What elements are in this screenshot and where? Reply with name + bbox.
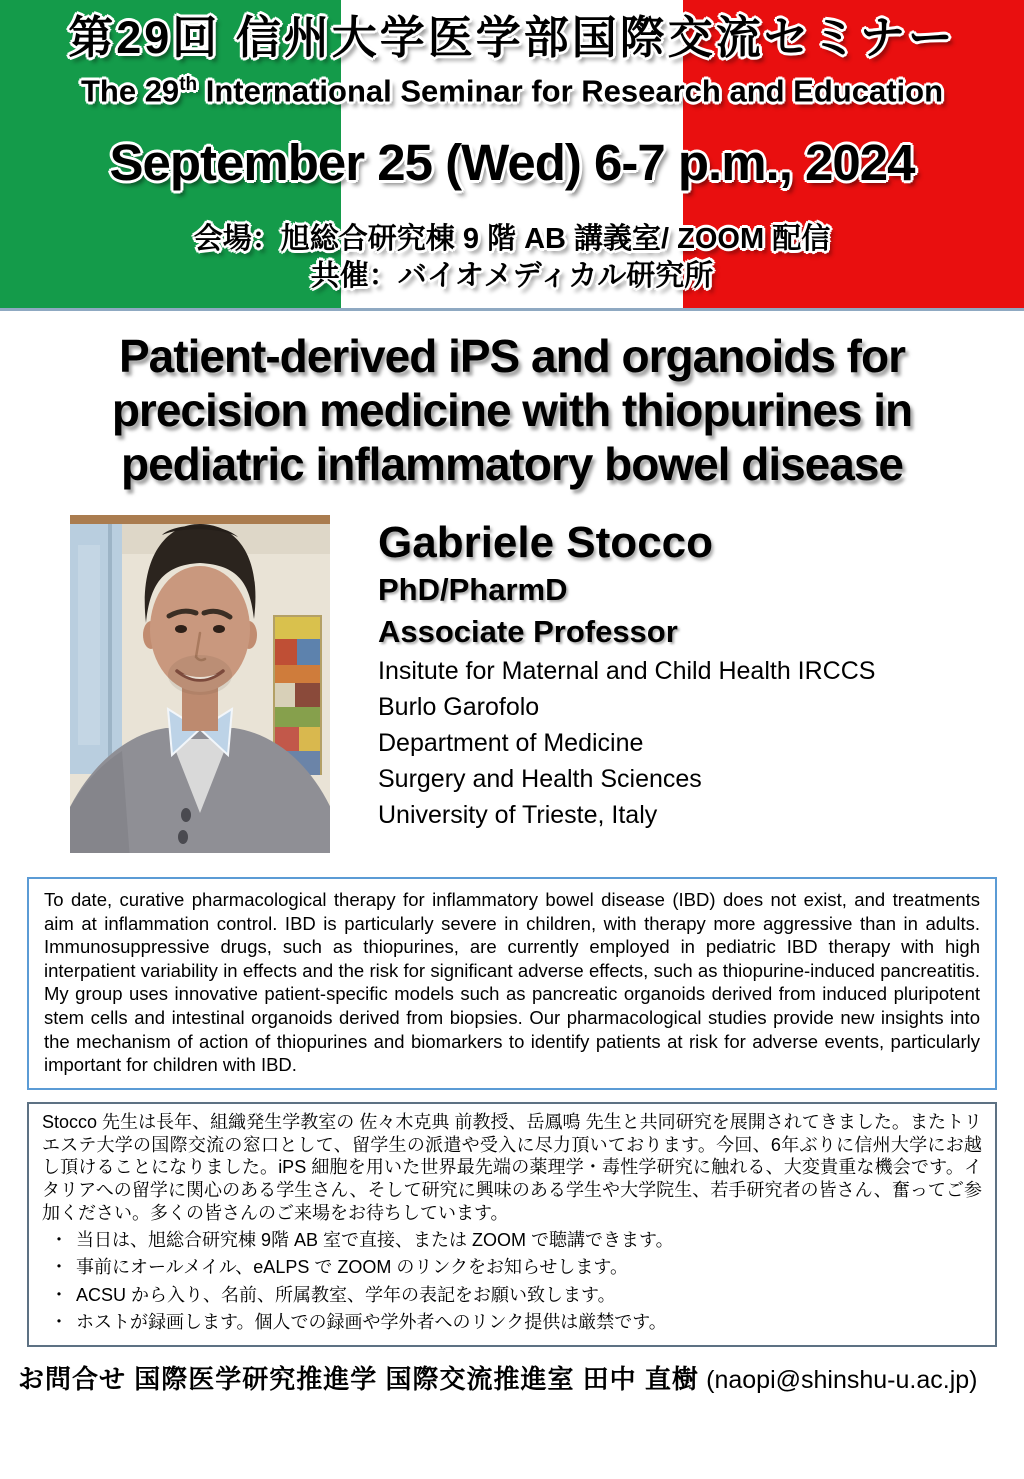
speaker-affiliation-line: Insitute for Maternal and Child Health IRCCS <box>378 657 876 685</box>
contact-office: お問合せ 国際医学研究推進学 国際交流推進室 田中 直樹 <box>18 1363 699 1394</box>
speaker-affiliation-line: Surgery and Health Sciences <box>378 765 702 793</box>
speaker-affiliation-line: University of Trieste, Italy <box>378 801 658 829</box>
note-text: ACSU から入り、名前、所属教室、学年の表記をお願い致します。 <box>76 1284 616 1305</box>
subtitle-ordinal-suffix: th <box>179 74 198 95</box>
note-item <box>42 1254 982 1282</box>
speaker-info <box>378 515 875 853</box>
seminar-title-english <box>0 67 1024 109</box>
talk-title-line-1: Patient-derived iPS and organoids for <box>118 330 905 382</box>
cohost-line: 共催：バイオメディカル研究所 <box>310 260 714 293</box>
note-text: ホストが録画します。個人での録画や学外者へのリンク提供は厳禁です。 <box>76 1312 667 1333</box>
note-text: 事前にオールメイル、eALPS で ZOOM のリンクをお知らせします。 <box>76 1257 628 1278</box>
note-text: 当日は、旭総合研究棟 9階 AB 室で直接、または ZOOM で聴講できます。 <box>76 1229 674 1250</box>
bullet-icon: ・ <box>50 1284 68 1305</box>
japanese-notes-box <box>27 1102 997 1347</box>
flag-banner <box>0 0 1024 311</box>
contact-footer <box>18 1359 1024 1396</box>
bullet-icon: ・ <box>50 1229 68 1250</box>
japanese-introduction-paragraph: Stocco 先生は長年、組織発生学教室の 佐々木克典 前教授、岳鳳鳴 先生と共同研究を展開されてきました。またトリエステ大学の国際交流の窓口として、留学生の派遣や受入に尽力頂いております。今回、6年ぶりに信州大学にお越し頂けることになりました。iPS 細胞を用いた世界最先端の薬理学・毒性学研究に触れる、大変貴重な機会です。イタリアへの留学に関心のある学生さん、そして研究に興味のある学生や大学院生、若手研究者の皆さん、奮ってご参加ください。多くの皆さんのご来場をお待ちしています。 <box>42 1111 982 1223</box>
venue-line: 会場：旭総合研究棟 9 階 AB 講義室/ ZOOM 配信 <box>193 223 831 256</box>
subtitle-prefix: The 29 <box>80 73 180 109</box>
note-item <box>42 1227 982 1255</box>
speaker-photo <box>70 515 330 853</box>
attendance-notes-list <box>42 1227 982 1337</box>
speaker-portrait-illustration <box>70 515 330 853</box>
contact-email: (naopi@shinshu-u.ac.jp) <box>706 1365 978 1394</box>
talk-title-line-3: pediatric inflammatory bowel disease <box>120 438 904 490</box>
bullet-icon: ・ <box>50 1257 68 1278</box>
seminar-title-japanese: 第29回 信州大学医学部国際交流セミナー <box>68 12 956 63</box>
subtitle-rest: International Seminar for Research and Education <box>197 73 944 109</box>
speaker-position: Associate Professor <box>378 614 678 649</box>
speaker-section <box>0 491 1024 853</box>
abstract-text: To date, curative pharmacological therapy for inflammatory bowel disease (IBD) does not exist, and treatments aim at inflammation control. IBD is particularly severe in children, with therapy more aggressive than in adults. Immunosuppressive drugs, such as thiopurines, are currently employed in pediatric IBD therapy with high interpatient variability in effects and the risk for significant adverse effects, such as thiopurine-induced pancreatitis. My group uses innovative patient-specific models such as pancreatic organoids derived from induced pluripotent stem cells and intestinal organoids derived from biopsies. Our pharmacological studies provide new insights into the mechanism of action of thiopurines and biomarkers to identify patients at risk for adverse events, particularly important for children with IBD. <box>44 889 980 1076</box>
speaker-affiliation-line: Burlo Garofolo <box>378 693 540 721</box>
speaker-name: Gabriele Stocco <box>378 518 714 567</box>
seminar-datetime: September 25 (Wed) 6-7 p.m., 2024 <box>109 134 915 192</box>
abstract-box <box>27 877 997 1090</box>
speaker-degree: PhD/PharmD <box>378 572 568 607</box>
note-item <box>42 1282 982 1310</box>
bullet-icon: ・ <box>50 1312 68 1333</box>
talk-title <box>0 311 1024 491</box>
talk-title-line-2: precision medicine with thiopurines in <box>111 384 913 436</box>
note-item <box>42 1309 982 1337</box>
speaker-affiliation-line: Department of Medicine <box>378 729 644 757</box>
banner-content <box>0 0 1024 294</box>
